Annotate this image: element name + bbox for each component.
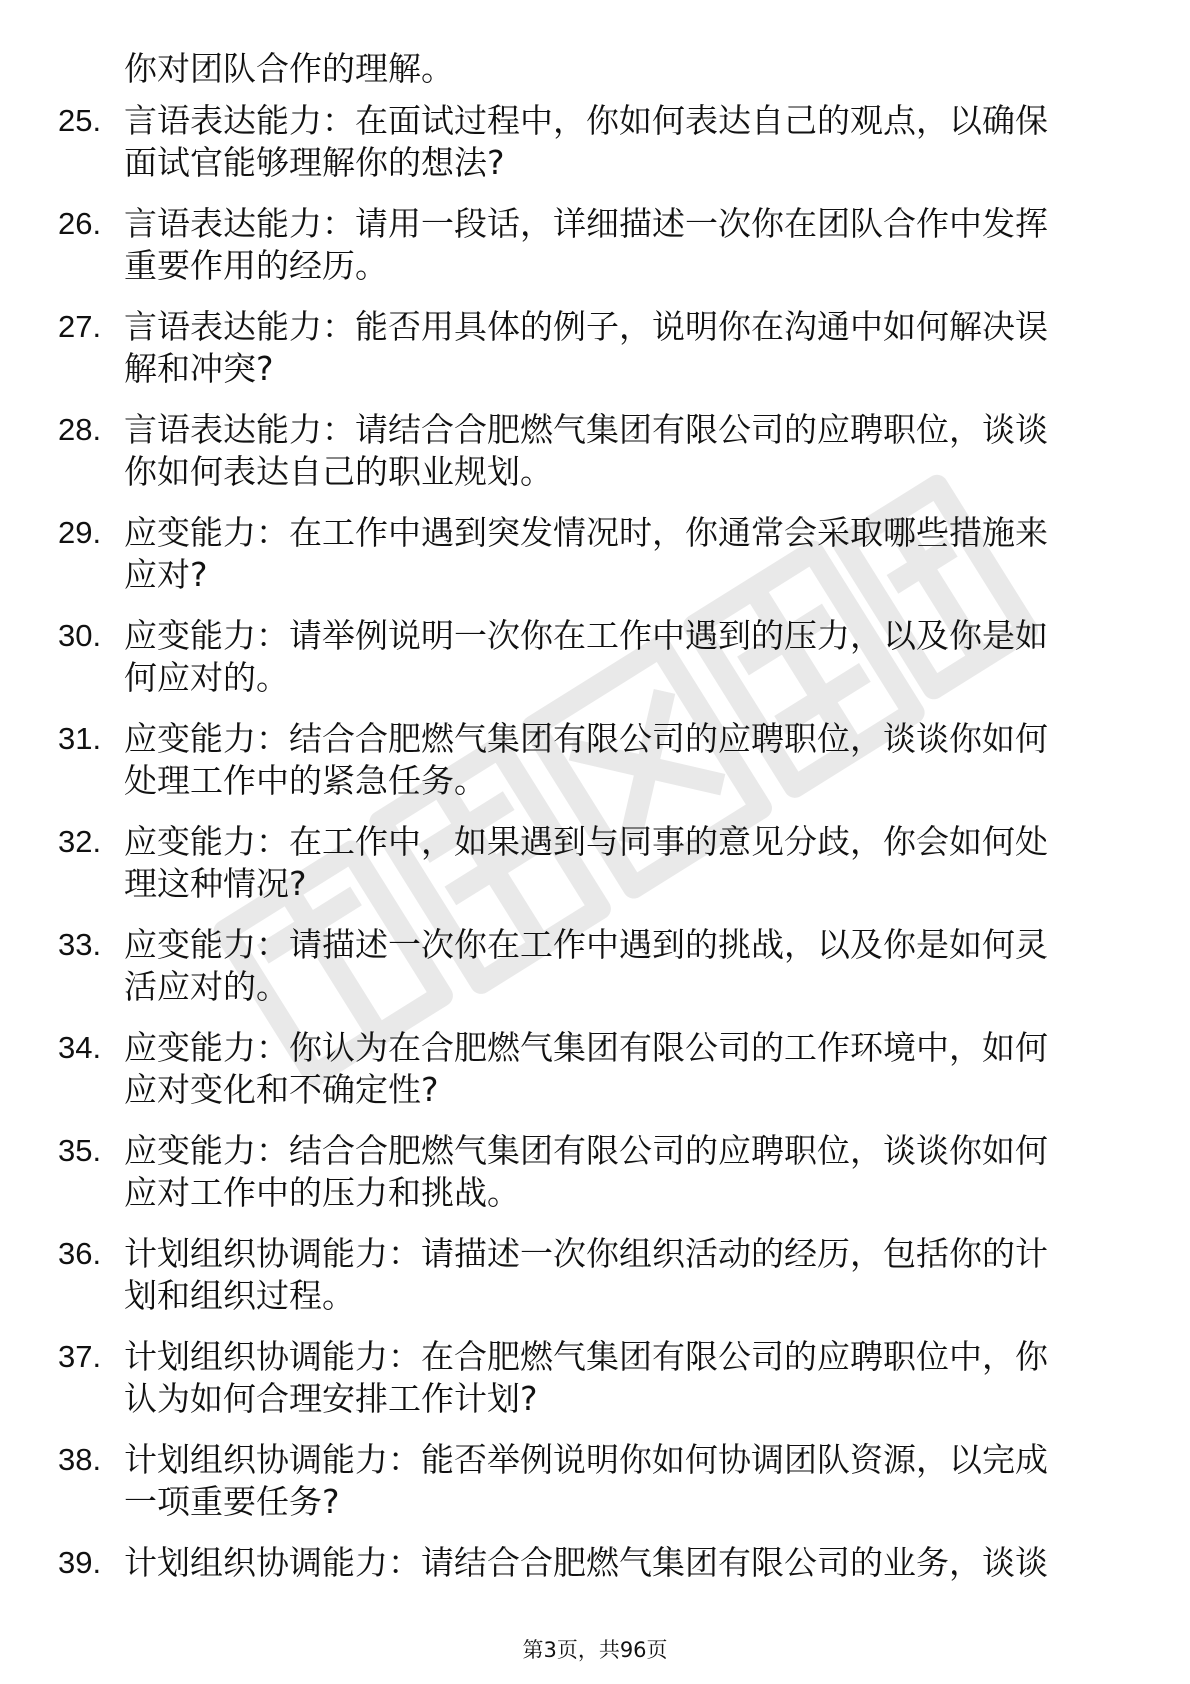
item-number: 33.: [58, 927, 102, 962]
item-text: [124, 924, 1118, 1008]
item-number: 30.: [58, 618, 102, 653]
item-text-line: 应变能力：请举例说明一次你在工作中遇到的压力，以及你是如: [124, 616, 1048, 655]
item-text: [124, 1336, 1118, 1420]
item-text-line: 解和冲突?: [124, 349, 274, 388]
item-text-line: 你如何表达自己的职业规划。: [124, 452, 553, 491]
item-text: [124, 512, 1118, 596]
question-list: [58, 48, 1118, 1584]
list-item: [58, 306, 1118, 390]
list-item: [58, 924, 1118, 1008]
list-item: [58, 1027, 1118, 1111]
item-text-line: 认为如何合理安排工作计划?: [124, 1379, 538, 1418]
item-number: 39.: [58, 1545, 102, 1580]
item-text: [124, 1439, 1118, 1523]
list-item: [58, 1233, 1118, 1317]
item-number: 32.: [58, 824, 102, 859]
item-text-line: 重要作用的经历。: [124, 246, 388, 285]
item-text-line: 应变能力：结合合肥燃气集团有限公司的应聘职位，谈谈你如何: [124, 719, 1048, 758]
continuation-text: 你对团队合作的理解。: [124, 49, 454, 88]
list-item: [58, 718, 1118, 802]
item-number: 36.: [58, 1236, 102, 1271]
item-text-line: 应变能力：请描述一次你在工作中遇到的挑战，以及你是如何灵: [124, 925, 1048, 964]
item-text-line: 应变能力：在工作中遇到突发情况时，你通常会采取哪些措施来: [124, 513, 1048, 552]
list-item: [58, 409, 1118, 493]
item-number: 29.: [58, 515, 102, 550]
item-text: [124, 718, 1118, 802]
item-number: 37.: [58, 1339, 102, 1374]
list-item: [58, 821, 1118, 905]
list-item: [58, 1542, 1118, 1584]
item-number: 35.: [58, 1133, 102, 1168]
item-text: [124, 1233, 1118, 1317]
item-text-line: 计划组织协调能力：能否举例说明你如何协调团队资源，以完成: [124, 1440, 1048, 1479]
item-text: [124, 821, 1118, 905]
item-text-line: 言语表达能力：请结合合肥燃气集团有限公司的应聘职位，谈谈: [124, 410, 1048, 449]
item-text-line: 一项重要任务?: [124, 1482, 340, 1521]
item-number: 34.: [58, 1030, 102, 1065]
item-text-line: 应变能力：结合合肥燃气集团有限公司的应聘职位，谈谈你如何: [124, 1131, 1048, 1170]
item-number: 26.: [58, 206, 102, 241]
item-text-line: 计划组织协调能力：请描述一次你组织活动的经历，包括你的计: [124, 1234, 1048, 1273]
item-text-line: 计划组织协调能力：请结合合肥燃气集团有限公司的业务，谈谈: [124, 1543, 1048, 1582]
list-item: [58, 512, 1118, 596]
item-text-line: 计划组织协调能力：在合肥燃气集团有限公司的应聘职位中，你: [124, 1337, 1048, 1376]
item-text: [124, 100, 1118, 184]
item-text: [124, 615, 1118, 699]
item-text-line: 理这种情况?: [124, 864, 307, 903]
item-number: 28.: [58, 412, 102, 447]
item-text: [124, 203, 1118, 287]
item-text-line: 面试官能够理解你的想法?: [124, 143, 505, 182]
list-item: [58, 203, 1118, 287]
item-text: [124, 1027, 1118, 1111]
item-text-line: 处理工作中的紧急任务。: [124, 761, 487, 800]
item-text: [124, 306, 1118, 390]
item-text-line: 应对工作中的压力和挑战。: [124, 1173, 520, 1212]
item-text-line: 应变能力：在工作中，如果遇到与同事的意见分歧，你会如何处: [124, 822, 1048, 861]
item-text-line: 应对变化和不确定性?: [124, 1070, 439, 1109]
item-text-line: 言语表达能力：在面试过程中，你如何表达自己的观点，以确保: [124, 101, 1048, 140]
item-text-line: 应变能力：你认为在合肥燃气集团有限公司的工作环境中，如何: [124, 1028, 1048, 1067]
item-number: 27.: [58, 309, 102, 344]
item-number: 31.: [58, 721, 102, 756]
item-text: [124, 1542, 1118, 1584]
list-item: [58, 1336, 1118, 1420]
item-text: [124, 409, 1118, 493]
item-text-line: 活应对的。: [124, 967, 289, 1006]
item-text-line: 应对?: [124, 555, 208, 594]
list-item: [58, 1130, 1118, 1214]
page-footer: 第3页，共96页: [522, 1638, 668, 1662]
item-text-line: 言语表达能力：请用一段话，详细描述一次你在团队合作中发挥: [124, 204, 1048, 243]
item-text-line: 言语表达能力：能否用具体的例子，说明你在沟通中如何解决误: [124, 307, 1048, 346]
item-text-line: 何应对的。: [124, 658, 289, 697]
items-container: [58, 100, 1118, 1584]
list-item: [58, 1439, 1118, 1523]
list-item: [58, 100, 1118, 184]
item-number: 38.: [58, 1442, 102, 1477]
item-number: 25.: [58, 103, 102, 138]
list-item: [58, 615, 1118, 699]
item-text-line: 划和组织过程。: [124, 1276, 355, 1315]
item-text: [124, 1130, 1118, 1214]
